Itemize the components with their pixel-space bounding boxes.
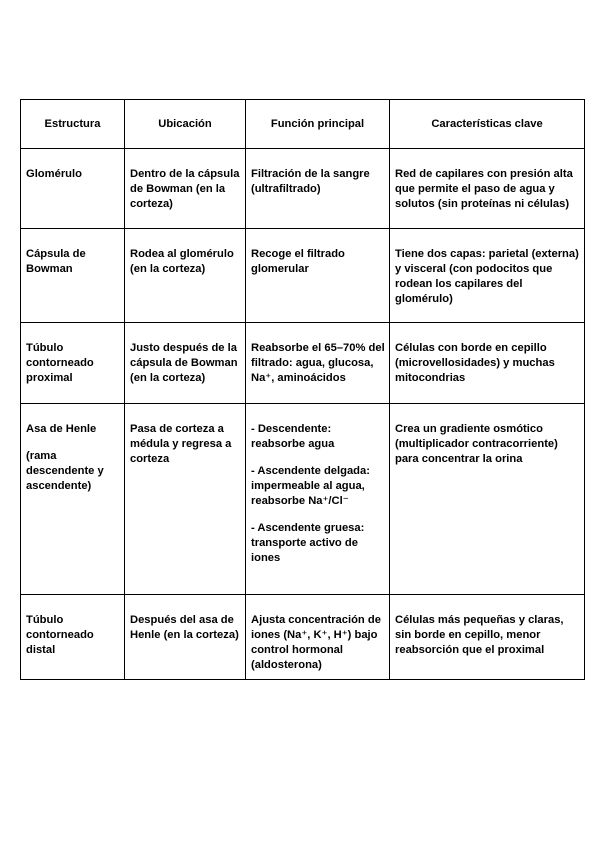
- funcion-text: Ajusta concentración de iones (Na⁺, K⁺, H⁺) bajo control hormonal (aldosterona): [251, 614, 381, 671]
- nephron-table: [20, 99, 585, 680]
- table-row: [21, 149, 585, 229]
- header-ubicacion: Ubicación: [125, 100, 246, 149]
- cell-estructura: [21, 404, 125, 595]
- cell-funcion: [246, 404, 390, 595]
- cell-ubicacion: Rodea al glomérulo (en la corteza): [125, 229, 246, 323]
- funcion-text: Reabsorbe el 65–70% del filtrado: agua, glucosa, Na⁺, aminoácidos: [251, 342, 385, 384]
- cell-estructura: Túbulo contorneado distal: [21, 595, 125, 680]
- cell-funcion: [246, 229, 390, 323]
- cell-funcion: [246, 595, 390, 680]
- funcion-ascendente-delgada: - Ascendente delgada: impermeable al agua, reabsorbe Na⁺/Cl⁻: [251, 465, 370, 507]
- header-funcion: Función principal: [246, 100, 390, 149]
- cell-caracteristicas: Red de capilares con presión alta que permite el paso de agua y solutos (sin proteínas ni células): [390, 149, 585, 229]
- cell-funcion: [246, 323, 390, 404]
- funcion-text: Filtración de la sangre (ultrafiltrado): [251, 168, 370, 195]
- table-row: [21, 229, 585, 323]
- estructura-note: (rama descendente y ascendente): [26, 450, 104, 492]
- cell-ubicacion: Dentro de la cápsula de Bowman (en la corteza): [125, 149, 246, 229]
- cell-estructura: Cápsula de Bowman: [21, 229, 125, 323]
- cell-estructura: Glomérulo: [21, 149, 125, 229]
- estructura-name: Asa de Henle: [26, 423, 97, 435]
- table-row: [21, 323, 585, 404]
- cell-ubicacion: Pasa de corteza a médula y regresa a corteza: [125, 404, 246, 595]
- funcion-ascendente-gruesa: - Ascendente gruesa: transporte activo de iones: [251, 522, 365, 564]
- cell-caracteristicas: Células más pequeñas y claras, sin borde en cepillo, menor reabsorción que el proximal: [390, 595, 585, 680]
- header-estructura: Estructura: [21, 100, 125, 149]
- cell-caracteristicas: Crea un gradiente osmótico (multiplicador contracorriente) para concentrar la orina: [390, 404, 585, 595]
- cell-ubicacion: Después del asa de Henle (en la corteza): [125, 595, 246, 680]
- funcion-descendente: - Descendente: reabsorbe agua: [251, 423, 335, 450]
- cell-estructura: Túbulo contorneado proximal: [21, 323, 125, 404]
- funcion-text: Recoge el filtrado glomerular: [251, 248, 345, 275]
- header-row: [21, 100, 585, 149]
- cell-funcion: [246, 149, 390, 229]
- header-caracteristicas: Características clave: [390, 100, 585, 149]
- table-row: [21, 404, 585, 595]
- table-row: [21, 595, 585, 680]
- cell-caracteristicas: Células con borde en cepillo (microvellosidades) y muchas mitocondrias: [390, 323, 585, 404]
- cell-caracteristicas: Tiene dos capas: parietal (externa) y visceral (con podocitos que rodean los capilares del glomérulo): [390, 229, 585, 323]
- cell-ubicacion: Justo después de la cápsula de Bowman (en la corteza): [125, 323, 246, 404]
